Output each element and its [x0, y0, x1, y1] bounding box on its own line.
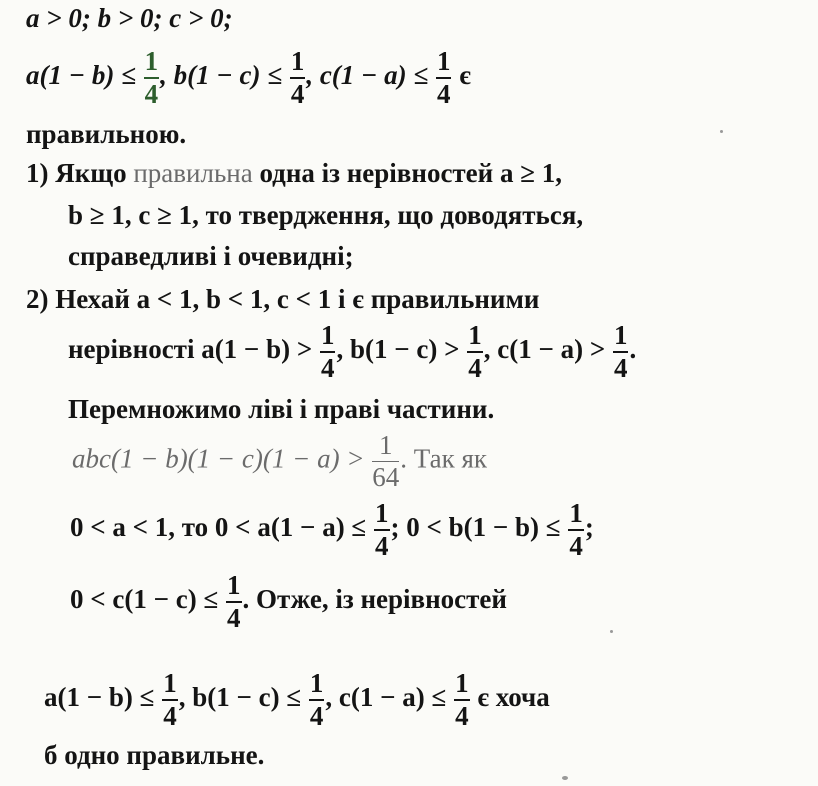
numerator: 1 [374, 500, 390, 531]
fraction-one-quarter [309, 670, 325, 730]
positivity-conditions [26, 5, 233, 32]
denominator: 64 [372, 462, 400, 492]
numerator: 1 [320, 322, 336, 353]
line-text: справедливі і очевидні; [68, 241, 354, 271]
fraction-one-quarter [226, 572, 242, 632]
denominator: 4 [613, 353, 628, 383]
case-one-line [68, 202, 583, 229]
expr: 0 < c(1 − c) ≤ [70, 584, 226, 615]
expr: . Отже, із нерівностей [242, 584, 507, 615]
expr: нерівності a(1 − b) > [68, 334, 319, 365]
expr: ; 0 < b(1 − b) ≤ [390, 512, 568, 543]
numerator: 1 [436, 48, 452, 79]
line-text: б одно правильне. [44, 740, 265, 770]
fraction-one-quarter [467, 322, 483, 382]
expr: 0 < a < 1, то 0 < a(1 − a) ≤ [70, 512, 373, 543]
fraction-one-quarter [613, 322, 629, 382]
expr: є хоча [470, 682, 550, 713]
paragraph-line [26, 121, 186, 148]
line-text: 1) Якщо [26, 158, 134, 188]
numerator: 1 [309, 670, 325, 701]
numerator: 1 [290, 48, 306, 79]
expr: є [452, 60, 471, 91]
case-one-line [26, 160, 562, 187]
conclusion-inequalities [44, 670, 550, 730]
fraction-one-quarter [436, 48, 452, 108]
bounds-line [70, 500, 594, 560]
case-two-inequalities [68, 322, 636, 382]
line-text: одна із нерівностей a ≥ 1, [252, 158, 563, 188]
numerator: 1 [144, 48, 160, 79]
product-inequality [72, 432, 487, 491]
expr: abc(1 − b)(1 − c)(1 − a) > [72, 443, 372, 474]
expr: , b(1 − c) ≤ [178, 682, 308, 713]
fraction-one-quarter [320, 322, 336, 382]
numerator: 1 [613, 322, 629, 353]
expr: , c(1 − a) ≤ [325, 682, 454, 713]
numerator: 1 [372, 432, 399, 462]
denominator: 4 [375, 531, 389, 561]
denominator: 4 [144, 79, 159, 109]
numerator: 1 [162, 670, 178, 701]
fraction-one-quarter [374, 500, 390, 560]
denominator: 4 [290, 79, 305, 109]
fraction-one-quarter [144, 48, 160, 108]
expr: , b(1 − c) ≤ [160, 60, 289, 91]
case-two-line [26, 286, 539, 313]
expr: ; [584, 512, 594, 543]
line-text: Перемножимо ліві і праві частини. [68, 394, 495, 424]
denominator: 4 [569, 531, 583, 561]
fraction-one-quarter [290, 48, 306, 108]
scan-speck [720, 130, 723, 133]
line-text: a > 0; b > 0; c > 0; [26, 3, 233, 33]
bounds-line [70, 572, 507, 632]
numerator: 1 [226, 572, 242, 603]
expr: , c(1 − a) ≤ [306, 60, 435, 91]
fraction-one-sixty-fourth [372, 432, 399, 491]
expr: a(1 − b) ≤ [26, 60, 143, 91]
denominator: 4 [309, 701, 324, 731]
scan-speck [562, 776, 568, 780]
denominator: 4 [468, 353, 482, 383]
expr: . [629, 334, 637, 365]
expr: a(1 − b) ≤ [44, 682, 162, 713]
line-text: b ≥ 1, c ≥ 1, то твердження, що доводяться, [68, 200, 584, 230]
denominator: 4 [320, 353, 335, 383]
case-one-line [68, 243, 354, 270]
expr: , c(1 − a) > [483, 334, 612, 365]
scan-speck [610, 630, 613, 633]
expr: . Так як [400, 443, 488, 474]
numerator: 1 [454, 670, 470, 701]
expr: , b(1 − c) > [336, 334, 467, 365]
denominator: 4 [227, 603, 241, 633]
fraction-one-quarter [162, 670, 178, 730]
inequalities-line [26, 48, 471, 108]
denominator: 4 [436, 79, 451, 109]
line-text: правильною. [26, 119, 187, 149]
line-text: 2) Нехай a < 1, b < 1, c < 1 і є правильними [26, 284, 540, 314]
fraction-one-quarter [454, 670, 470, 730]
line-text: правильна [133, 158, 253, 188]
fraction-one-quarter [568, 500, 584, 560]
paragraph-line [68, 396, 494, 423]
denominator: 4 [163, 701, 177, 731]
numerator: 1 [568, 500, 584, 531]
denominator: 4 [455, 701, 469, 731]
numerator: 1 [467, 322, 483, 353]
paragraph-line [44, 742, 264, 769]
